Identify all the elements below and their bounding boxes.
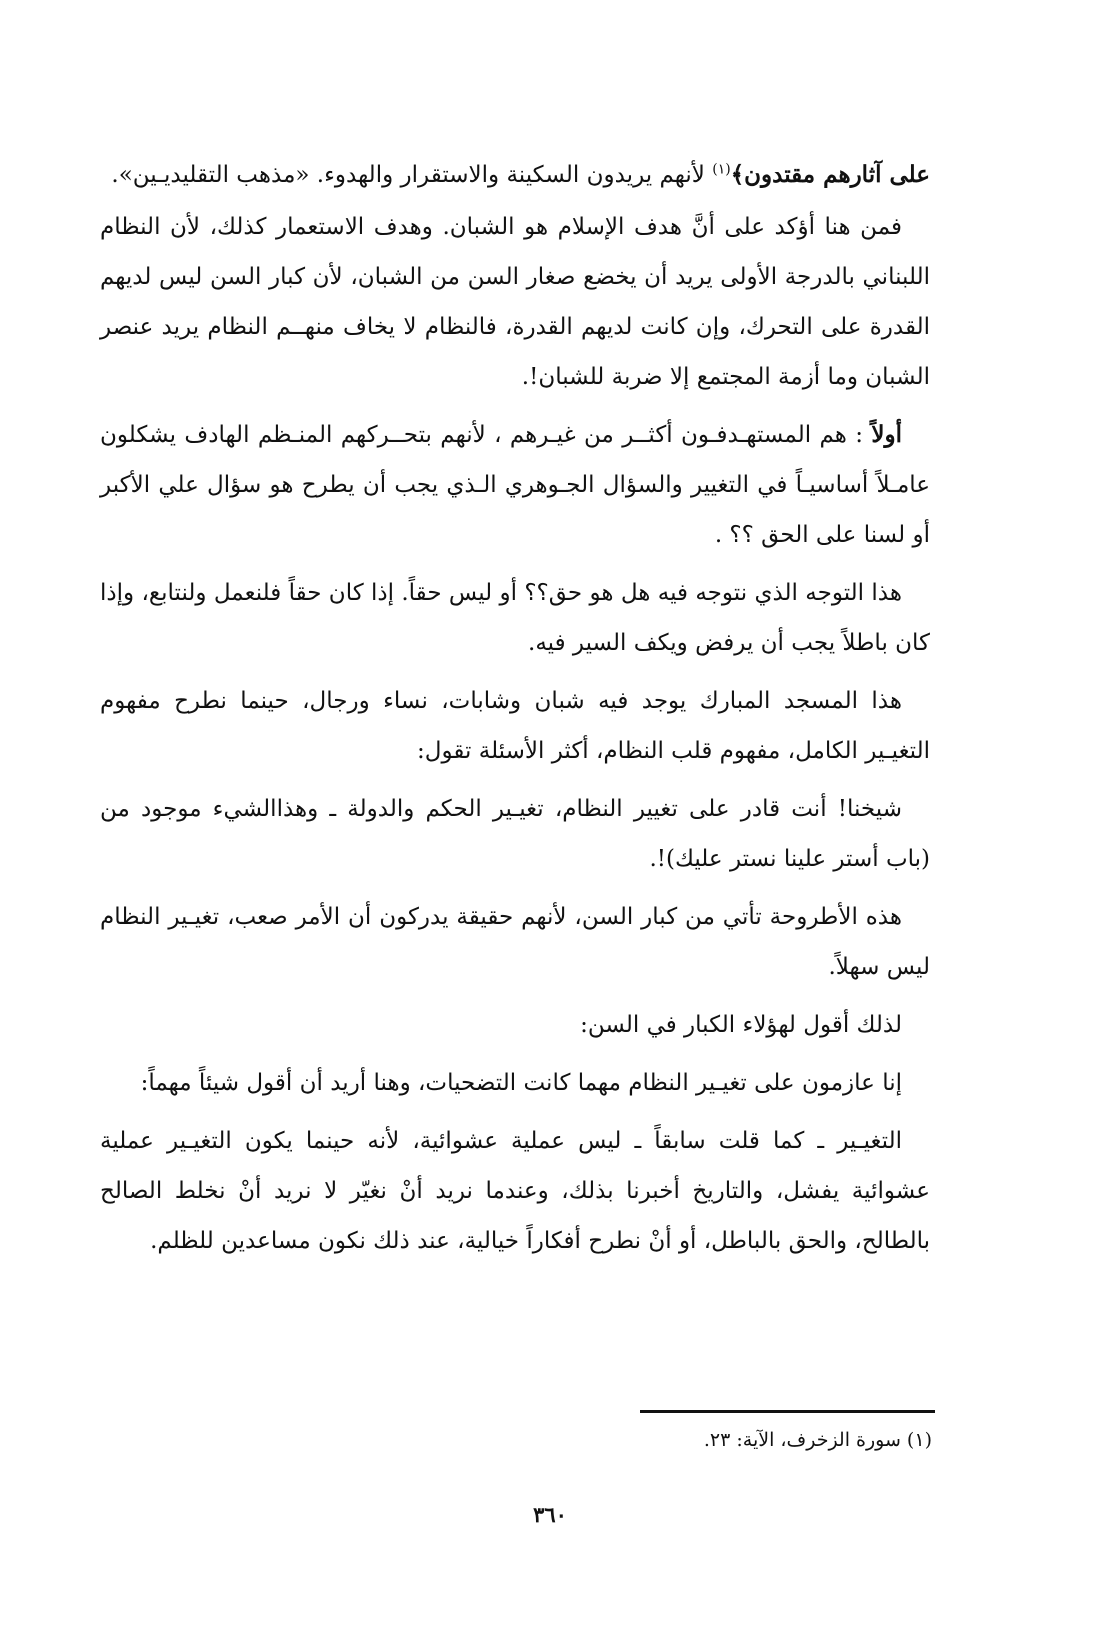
paragraph-7: هذه الأطروحة تأتي من كبار السن، لأنهم حقيقة يدركون أن الأمر صعب، تغيـير النظام ليس سهلاً. <box>100 904 930 980</box>
paragraph-1-text: لأنهم يريدون السكينة والاستقرار والهدوء. «مذهب التقليديـين». <box>111 162 713 188</box>
paragraph-5: هذا المسجد المبارك يوجد فيه شبان وشابات، نساء ورجال، حينما نطرح مفهوم التغيـير الكامل، مفهوم قلب النظام، أكثر الأسئلة تقول: <box>100 688 930 764</box>
paragraph-3-text: : هم المستهـدفـون أكثــر من غيـرهم ، لأنهم بتحــركهم المنـظم الهادف يشكلون عامـلاً أساسيـاً في التغيير والسؤال الجـوهري الـذي يجب أن يطرح هو سؤال علي الأكبر أو لسنا على الحق ؟؟ . <box>100 422 930 548</box>
paragraph-1 <box>100 150 930 200</box>
body-text <box>100 150 930 1274</box>
paragraph-2: فمن هنا أؤكد على أنَّ هدف الإسلام هو الشبان. وهدف الاستعمار كذلك، لأن النظام اللبناني بالدرجة الأولى يريد أن يخضع صغار السن من الشبان، لأن كبار السن ليس لديهم القدرة على التحرك، وإن كانت لديهم القدرة، فالنظام لا يخاف منهــم النظام يريد عنصر الشبان وما أزمة المجتمع إلا ضربة للشبان!. <box>100 214 930 390</box>
paragraph-3-lead: أولاً <box>871 421 902 448</box>
paragraph-6: شيخنا! أنت قادر على تغيير النظام، تغيـير الحكم والدولة ـ وهذاالشيء موجود من (باب أستر علينا نستر عليك)!. <box>100 796 930 872</box>
footnote-reference: (١) <box>712 161 731 178</box>
footnote: (١) سورة الزخرف، الآية: ٢٣. <box>703 1429 932 1451</box>
page-number: ٣٦٠ <box>533 1502 567 1527</box>
paragraph-10: التغيـير ـ كما قلت سابقاً ـ ليس عملية عشوائية، لأنه حينما يكون التغيـير عملية عشوائية يفشل، والتاريخ أخبرنا بذلك، وعندما نريد أنْ نغيّر لا نريد أنْ نخلط الصالح بالطالح، والحق بالباطل، أو أنْ نطرح أفكاراً خيالية، عند ذلك نكون مساعدين للظلم. <box>100 1128 930 1254</box>
paragraph-3 <box>100 410 930 560</box>
footnote-divider <box>640 1410 935 1413</box>
paragraph-4: هذا التوجه الذي نتوجه فيه هل هو حق؟؟ أو ليس حقاً. إذا كان حقاً فلنعمل ولنتابع، وإذا كان باطلاً يجب أن يرفض ويكف السير فيه. <box>100 580 930 656</box>
paragraph-8: لذلك أقول لهؤلاء الكبار في السن: <box>580 1012 902 1038</box>
paragraph-9: إنا عازمون على تغيـير النظام مهما كانت التضحيات، وهنا أريد أن أقول شيئاً مهماً: <box>140 1070 902 1096</box>
quran-verse-ending: على آثارهم مقتدون﴾ <box>730 161 930 188</box>
